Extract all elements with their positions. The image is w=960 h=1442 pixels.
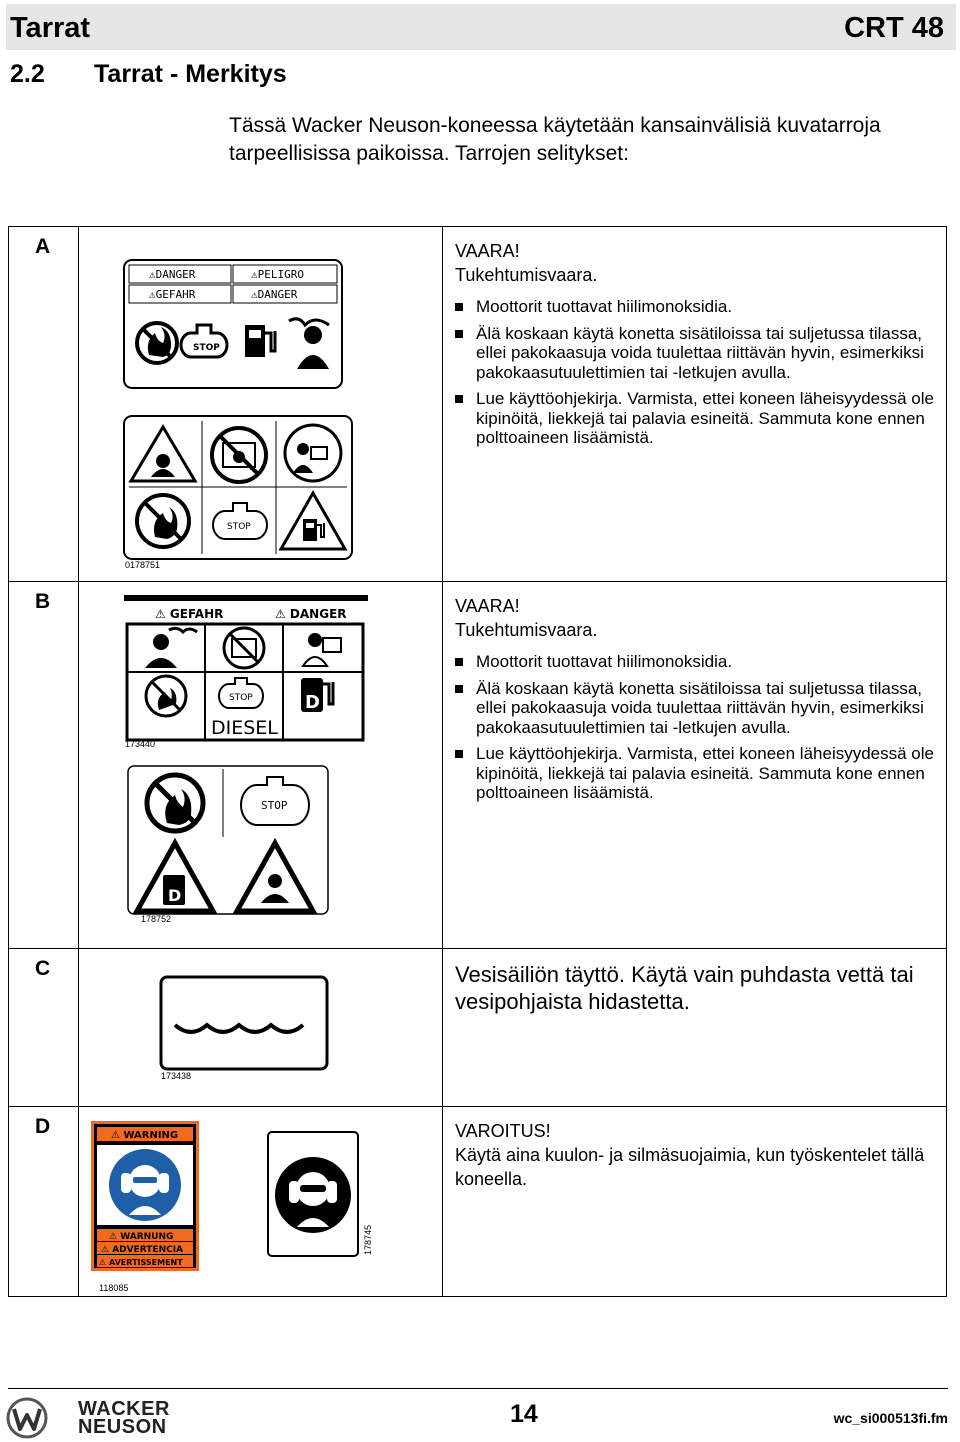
decal-b-top — [123, 594, 369, 744]
decal-d-code-rotated — [361, 1217, 375, 1257]
list-item: Moottorit tuottavat hiilimonoksidia. — [455, 297, 938, 317]
decal-d-right — [267, 1131, 359, 1257]
warning-heading: VAROITUS! — [455, 1121, 551, 1141]
decal-b-diesel: DIESEL — [211, 717, 278, 739]
decal-a-label-1: ⚠DANGER — [149, 268, 196, 281]
intro-paragraph: Tässä Wacker Neuson-koneessa käytetään kansainvälisiä kuvatarroja tarpeellisissa paikoissa. Tarrojen selitykset: — [229, 114, 881, 165]
decal-a-label-3: ⚠GEFAHR — [149, 288, 196, 301]
explanation-cell — [443, 582, 947, 949]
decal-code-1: 173440 — [125, 739, 156, 749]
explanation-cell — [443, 1107, 947, 1297]
decal-b-stop-2: STOP — [261, 799, 288, 812]
header-title: Tarrat — [10, 12, 91, 44]
svg-text:D: D — [168, 886, 182, 905]
explanation-cell — [443, 949, 947, 1107]
row-letter: D — [9, 1107, 79, 1297]
warning-heading: VAARA! — [455, 596, 520, 616]
footer-divider — [8, 1388, 948, 1389]
decal-b-label-2: ⚠ DANGER — [275, 607, 347, 621]
page-header — [6, 4, 956, 50]
decal-a-stop-2: STOP — [227, 522, 251, 532]
explanation-text: Vesisäiliön täyttö. Käytä vain puhdasta vettä tai vesipohjaista hidastetta. — [455, 962, 914, 1014]
table-row — [9, 1107, 947, 1297]
list-item: Moottorit tuottavat hiilimonoksidia. — [455, 652, 938, 672]
table-row — [9, 949, 947, 1107]
decal-d-label-2: ⚠ WARNUNG — [109, 1232, 174, 1242]
decal-code-2: 178745 — [363, 1224, 373, 1255]
decal-code-1: 118085 — [99, 1283, 129, 1293]
brand-line-1: WACKER — [78, 1398, 170, 1420]
section-number: 2.2 — [10, 60, 45, 88]
brand-line-2: NEUSON — [78, 1416, 167, 1438]
svg-text:D: D — [305, 692, 320, 713]
row-letter: A — [9, 227, 79, 582]
page-number: 14 — [510, 1400, 538, 1428]
decal-c — [159, 975, 329, 1071]
decal-code: 173438 — [161, 1071, 192, 1081]
warning-subheading: Tukehtumisvaara. — [455, 265, 598, 285]
decal-b-label-1: ⚠ GEFAHR — [155, 607, 224, 621]
decal-cell — [79, 582, 443, 949]
decal-a-label-4: ⚠DANGER — [251, 288, 298, 301]
hearing-eye-protection-icon — [109, 1149, 181, 1221]
decal-cell — [79, 949, 443, 1107]
decal-code-2: 178752 — [141, 914, 172, 924]
wacker-neuson-logo-icon — [6, 1397, 48, 1439]
warning-subheading: Tukehtumisvaara. — [455, 620, 598, 640]
bullet-list — [455, 297, 938, 448]
file-name: wc_si000513fi.fm — [833, 1410, 948, 1426]
explanation-text: Käytä aina kuulon- ja silmäsuojaimia, kun työskentelet tällä koneella. — [455, 1145, 925, 1189]
decal-b-bottom — [127, 765, 329, 915]
decal-b-stop-1: STOP — [229, 693, 253, 703]
decal-a-stop-1: STOP — [193, 343, 220, 353]
hearing-eye-protection-icon — [275, 1157, 351, 1233]
decal-d-label-3: ⚠ ADVERTENCIA — [101, 1245, 184, 1255]
decal-d-label-1: ⚠ WARNING — [111, 1130, 179, 1141]
decal-code: 0178751 — [125, 560, 161, 570]
warning-heading: VAARA! — [455, 241, 520, 261]
explanation-cell — [443, 227, 947, 582]
labels-table — [8, 226, 947, 1297]
list-item: Älä koskaan käytä konetta sisätiloissa tai suljetussa tilassa, ellei pakokaasuja voida tuulettaa riittävän hyvin, esimerkiksi pakokaasutuulettimien tai -letkujen avulla. — [455, 324, 938, 383]
read-manual-icon — [285, 425, 341, 481]
table-row — [9, 582, 947, 949]
header-model: CRT 48 — [844, 12, 944, 44]
list-item: Lue käyttöohjekirja. Varmista, ettei koneen läheisyydessä ole kipinöitä, liekkejä tai palavia esineitä. Sammuta kone ennen polttoaineen lisäämistä. — [455, 389, 938, 448]
decal-cell — [79, 1107, 443, 1297]
decal-a-label-2: ⚠PELIGRO — [251, 268, 304, 281]
list-item: Lue käyttöohjekirja. Varmista, ettei koneen läheisyydessä ole kipinöitä, liekkejä tai palavia esineitä. Sammuta kone ennen polttoaineen lisäämistä. — [455, 744, 938, 803]
section-heading — [10, 60, 287, 89]
decal-a-top — [123, 259, 343, 389]
brand-wordmark — [78, 1400, 170, 1436]
table-row — [9, 227, 947, 582]
decal-cell — [79, 227, 443, 582]
bullet-list — [455, 652, 938, 803]
section-title: Tarrat - Merkitys — [94, 60, 287, 88]
row-letter: C — [9, 949, 79, 1107]
decal-a-bottom — [123, 415, 353, 560]
list-item: Älä koskaan käytä konetta sisätiloissa tai suljetussa tilassa, ellei pakokaasuja voida tuulettaa riittävän hyvin, esimerkiksi pakokaasutuulettimien tai -letkujen avulla. — [455, 679, 938, 738]
decal-d-label-4: ⚠ AVERTISSEMENT — [99, 1258, 183, 1267]
row-letter: B — [9, 582, 79, 949]
decal-d-left — [91, 1121, 199, 1271]
